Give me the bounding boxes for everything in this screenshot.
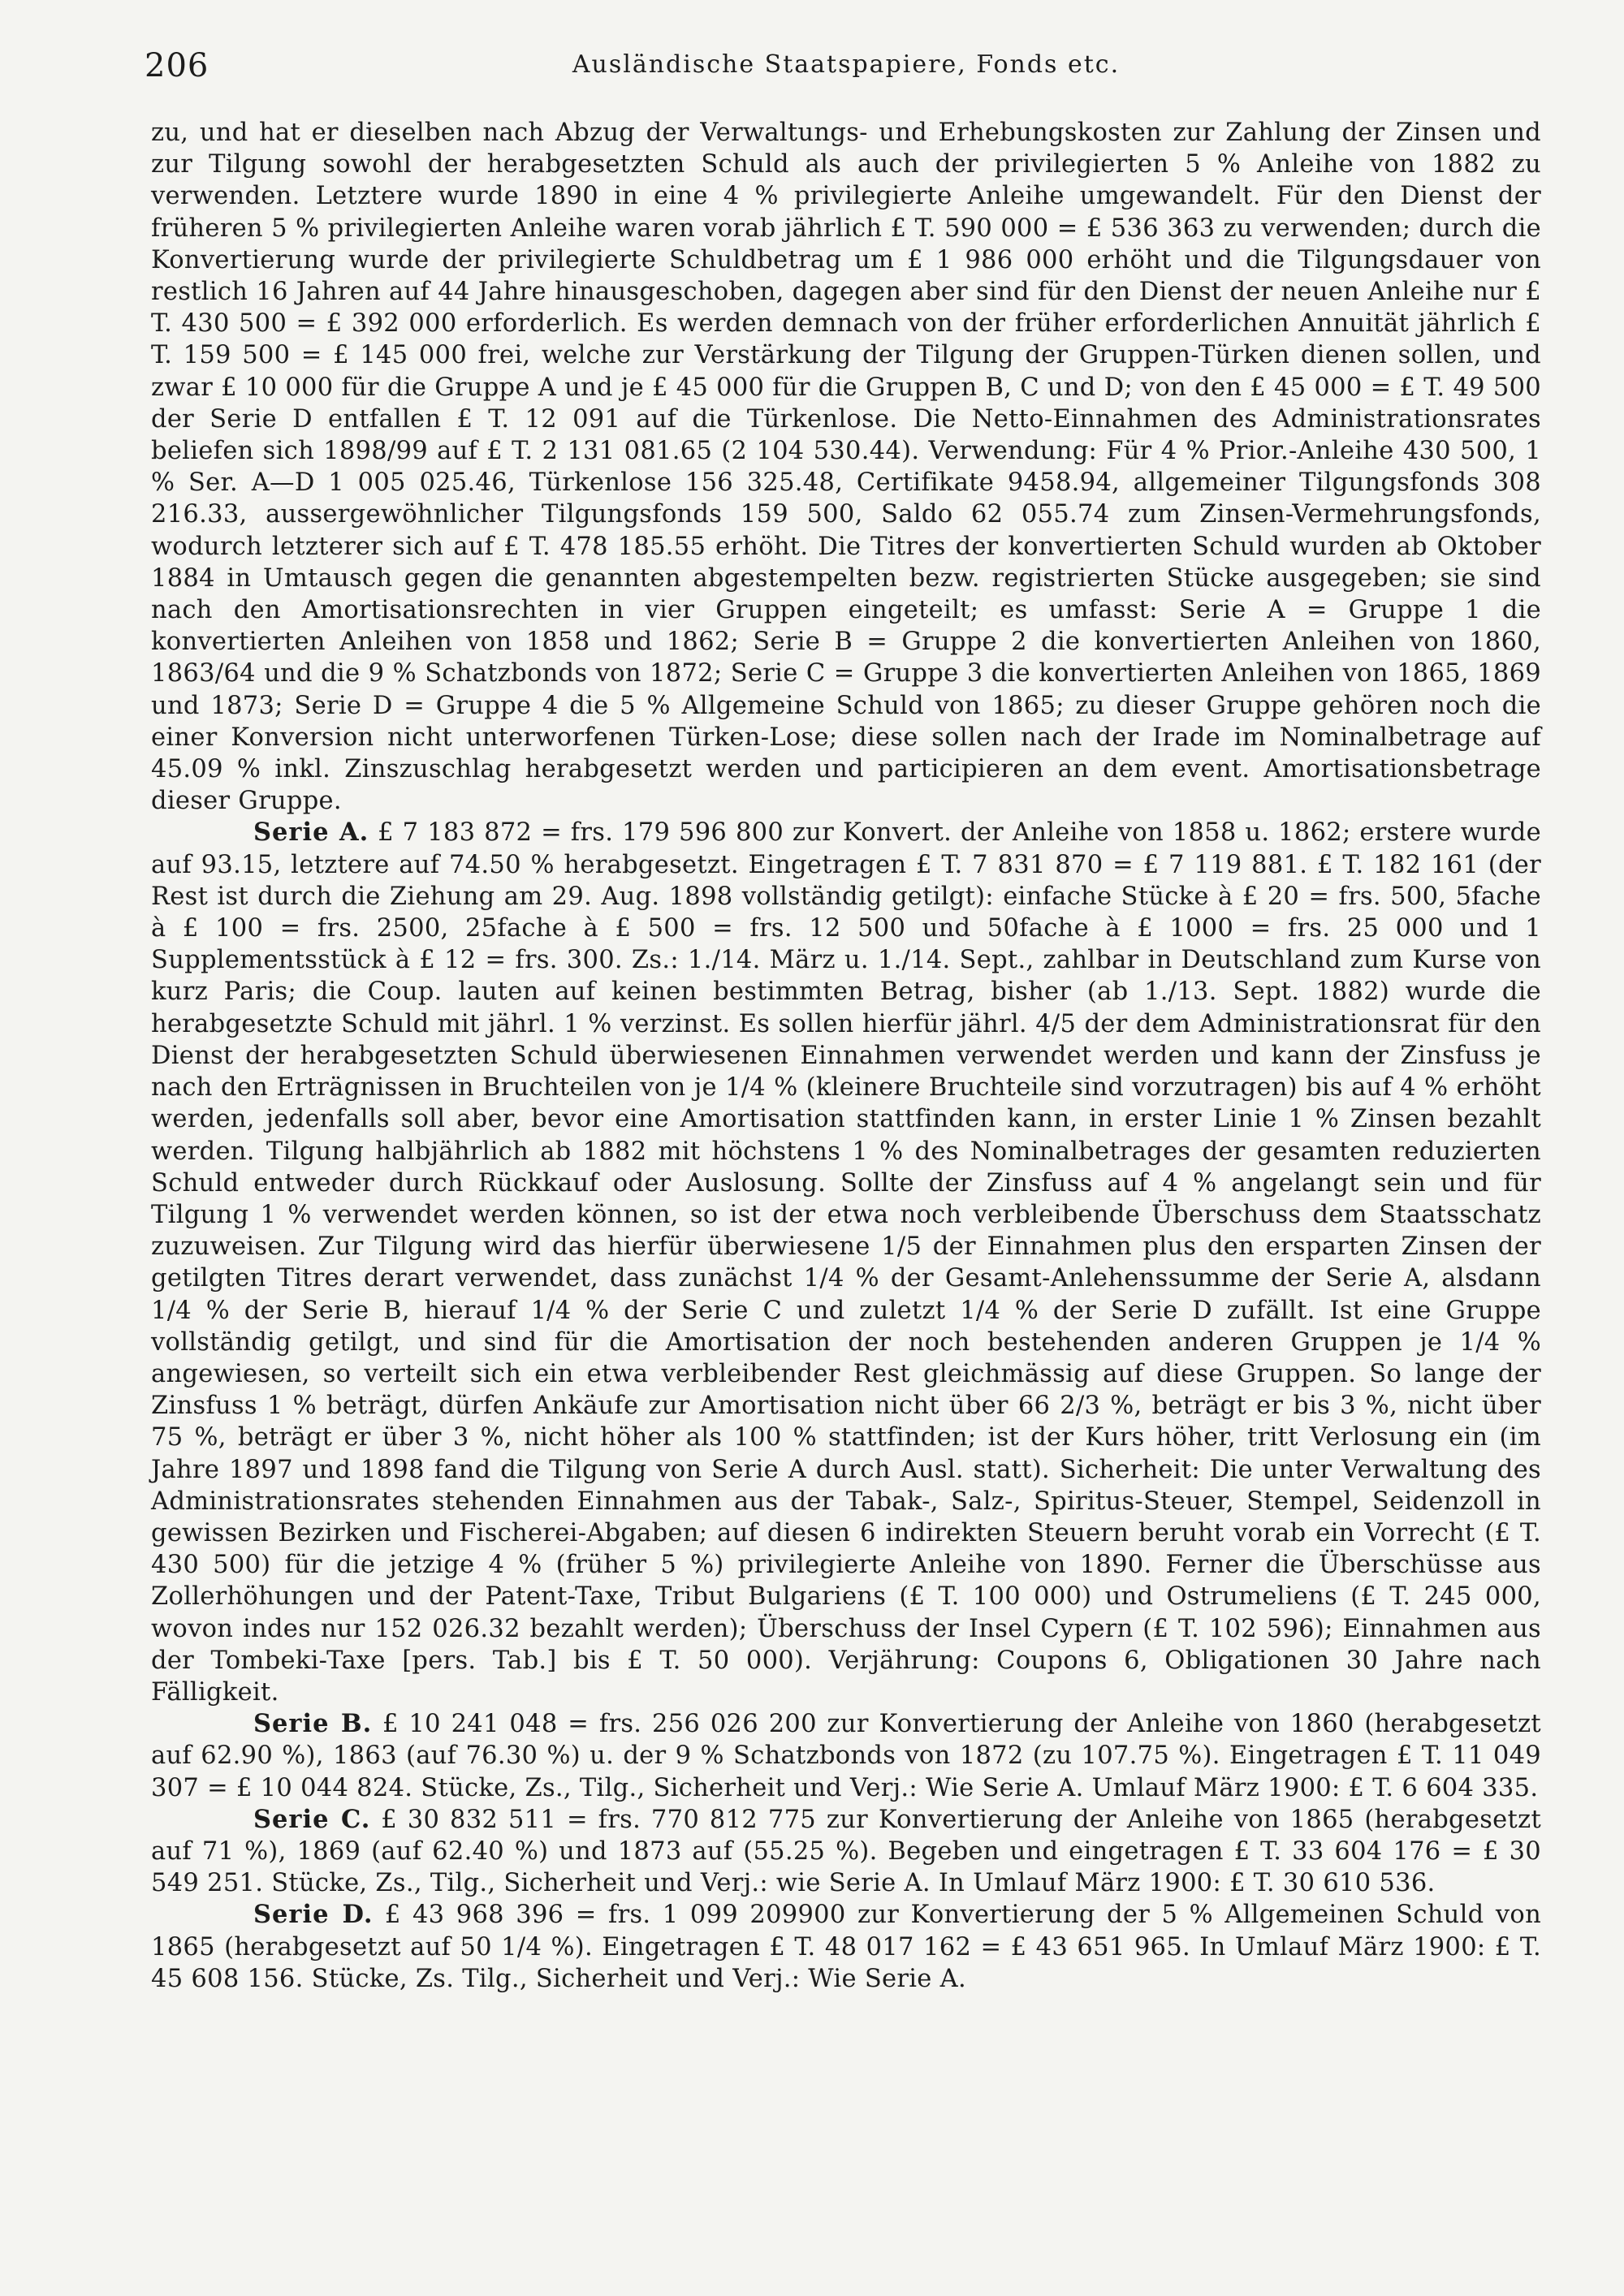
body-text	[151, 117, 1541, 1995]
serie-a-text: £ 7 183 872 = frs. 179 596 800 zur Konvert. der Anleihe von 1858 u. 1862; erstere wurde auf 93.15, letztere auf 74.50 % herabgesetzt. Eingetragen £ T. 7 831 870 = £ 7 119 881. £ T. 182 161 (der Rest ist durch die Ziehung am 29. Aug. 1898 vollständig getilgt): einfache Stücke à £ 20 = frs. 500, 5fache à £ 100 = frs. 2500, 25fache à £ 500 = frs. 12 500 und 50fache à £ 1000 = frs. 25 000 und 1 Supplementsstück à £ 12 = frs. 300. Zs.: 1./14. März u. 1./14. Sept., zahlbar in Deutschland zum Kurse von kurz Paris; die Coup. lauten auf keinen bestimmten Betrag, bisher (ab 1./13. Sept. 1882) wurde die herabgesetzte Schuld mit jährl. 1 % verzinst. Es sollen hierfür jährl. 4/5 der dem Administrationsrat für den Dienst der herabgesetzten Schuld überwiesenen Einnahmen verwendet werden und kann der Zinsfuss je nach den Erträgnissen in Bruchteilen von je 1/4 % (kleinere Bruchteile sind vorzutragen) bis auf 4 % erhöht werden, jedenfalls soll aber, bevor eine Amortisation stattfinden kann, in erster Linie 1 % Zinsen bezahlt werden. Tilgung halbjährlich ab 1882 mit höchstens 1 % des Nominalbetrages der gesamten reduzierten Schuld entweder durch Rückkauf oder Auslosung. Sollte der Zinsfuss auf 4 % angelangt sein und für Tilgung 1 % verwendet werden können, so ist der etwa noch verbleibende Überschuss dem Staatsschatz zuzuweisen. Zur Tilgung wird das hierfür überwiesene 1/5 der Einnahmen plus den ersparten Zinsen der getilgten Titres derart verwendet, dass zunächst 1/4 % der Gesamt-Anlehenssumme der Serie A, alsdann 1/4 % der Serie B, hierauf 1/4 % der Serie C und zuletzt 1/4 % der Serie D zufällt. Ist eine Gruppe vollständig getilgt, und sind für die Amortisation der noch bestehenden anderen Gruppen je 1/4 % angewiesen, so verteilt sich ein etwa verbleibender Rest gleichmässig auf diese Gruppen. So lange der Zinsfuss 1 % beträgt, dürfen Ankäufe zur Amortisation nicht über 66 2/3 %, beträgt er bis 3 %, nicht über 75 %, beträgt er über 3 %, nicht höher als 100 % stattfinden; ist der Kurs höher, tritt Verlosung ein (im Jahre 1897 und 1898 fand die Tilgung von Serie A durch Ausl. statt). Sicherheit: Die unter Verwaltung des Administrationsrates stehenden Einnahmen aus der Tabak-, Salz-, Spiritus-Steuer, Stempel, Seidenzoll in gewissen Bezirken und Fischerei-Abgaben; auf diesen 6 indirekten Steuern beruht vorab ein Vorrecht (£ T. 430 500) für die jetzige 4 % (früher 5 %) privilegierte Anleihe von 1890. Ferner die Überschüsse aus Zollerhöhungen und der Patent-Taxe, Tribut Bulgariens (£ T. 100 000) und Ostrumeliens (£ T. 245 000, wovon indes nur 152 026.32 bezahlt werden); Überschuss der Insel Cypern (£ T. 102 596); Einnahmen aus der Tombeki-Taxe [pers. Tab.] bis £ T. 50 000). Verjährung: Coupons 6, Obligationen 30 Jahre nach Fälligkeit.	[151, 818, 1541, 1707]
serie-a-paragraph	[151, 817, 1541, 1708]
running-head	[145, 47, 1541, 86]
serie-d-text: £ 43 968 396 = frs. 1 099 209900 zur Konvertierung der 5 % Allgemeinen Schuld von 1865 (herabgesetzt auf 50 1/4 %). Eingetragen £ T. 48 017 162 = £ 43 651 965. In Umlauf März 1900: £ T. 45 608 156. Stücke, Zs. Tilg., Sicherheit und Verj.: Wie Serie A.	[151, 1901, 1542, 1993]
running-title: Ausländische Staatspapiere, Fonds etc.	[572, 50, 1121, 79]
serie-c-label: Serie C.	[253, 1804, 371, 1834]
serie-c-paragraph	[151, 1804, 1541, 1900]
serie-d-label: Serie D.	[253, 1900, 374, 1930]
intro-paragraph: zu, und hat er dieselben nach Abzug der Verwaltungs- und Erhebungskosten zur Zahlung der Zinsen und zur Tilgung sowohl der herabgesetzten Schuld als auch der privilegierten 5 % Anleihe von 1882 zu verwenden. Letztere wurde 1890 in eine 4 % privilegierte Anleihe umgewandelt. Für den Dienst der früheren 5 % privilegierten Anleihe waren vorab jährlich £ T. 590 000 = £ 536 363 zu verwenden; durch die Konvertierung wurde der privilegierte Schuldbetrag um £ 1 986 000 erhöht und die Tilgungsdauer von restlich 16 Jahren auf 44 Jahre hinausgeschoben, dagegen aber sind für den Dienst der neuen Anleihe nur £ T. 430 500 = £ 392 000 erforderlich. Es werden demnach von der früher erforderlichen Annuität jährlich £ T. 159 500 = £ 145 000 frei, welche zur Verstärkung der Tilgung der Gruppen-Türken dienen sollen, und zwar £ 10 000 für die Gruppe A und je £ 45 000 für die Gruppen B, C und D; von den £ 45 000 = £ T. 49 500 der Serie D entfallen £ T. 12 091 auf die Türkenlose. Die Netto-Einnahmen des Administrationsrates beliefen sich 1898/99 auf £ T. 2 131 081.65 (2 104 530.44). Verwendung: Für 4 % Prior.-Anleihe 430 500, 1 % Ser. A—D 1 005 025.46, Türkenlose 156 325.48, Certifikate 9458.94, allgemeiner Tilgungsfonds 308 216.33, aussergewöhnlicher Tilgungsfonds 159 500, Saldo 62 055.74 zum Zinsen-Vermehrungsfonds, wodurch letzterer sich auf £ T. 478 185.55 erhöht. Die Titres der konvertierten Schuld wurden ab Oktober 1884 in Umtausch gegen die genannten abgestempelten bezw. registrierten Stücke ausgegeben; sie sind nach den Amortisationsrechten in vier Gruppen eingeteilt; es umfasst: Serie A = Gruppe 1 die konvertierten Anleihen von 1858 und 1862; Serie B = Gruppe 2 die konvertierten Anleihen von 1860, 1863/64 und die 9 % Schatzbonds von 1872; Serie C = Gruppe 3 die konvertierten Anleihen von 1865, 1869 und 1873; Serie D = Gruppe 4 die 5 % Allgemeine Schuld von 1865; zu dieser Gruppe gehören noch die einer Konversion nicht unterworfenen Türken-Lose; diese sollen nach der Irade im Nominalbetrage auf 45.09 % inkl. Zinszuschlag herabgesetzt werden und participieren an dem event. Amortisationsbetrage dieser Gruppe.	[151, 119, 1541, 816]
serie-a-label: Serie A.	[253, 818, 369, 848]
serie-b-label: Serie B.	[253, 1709, 373, 1739]
page-number: 206	[145, 47, 209, 84]
serie-d-paragraph	[151, 1899, 1541, 1995]
serie-c-text: £ 30 832 511 = frs. 770 812 775 zur Konvertierung der Anleihe von 1865 (herabgesetzt auf 71 %), 1869 (auf 62.40 %) und 1873 auf (55.25 %). Begeben und eingetragen £ T. 33 604 176 = £ 30 549 251. Stücke, Zs., Tilg., Sicherheit und Verj.: wie Serie A. In Umlauf März 1900: £ T. 30 610 536.	[151, 1805, 1541, 1898]
serie-b-paragraph	[151, 1708, 1541, 1804]
serie-b-text: £ 10 241 048 = frs. 256 026 200 zur Konvertierung der Anleihe von 1860 (herabgesetzt auf 62.90 %), 1863 (auf 76.30 %) u. der 9 % Schatzbonds von 1872 (zu 107.75 %). Eingetragen £ T. 11 049 307 = £ 10 044 824. Stücke, Zs., Tilg., Sicherheit und Verj.: Wie Serie A. Umlauf März 1900: £ T. 6 604 335.	[151, 1710, 1541, 1802]
document-page	[145, 47, 1542, 1995]
